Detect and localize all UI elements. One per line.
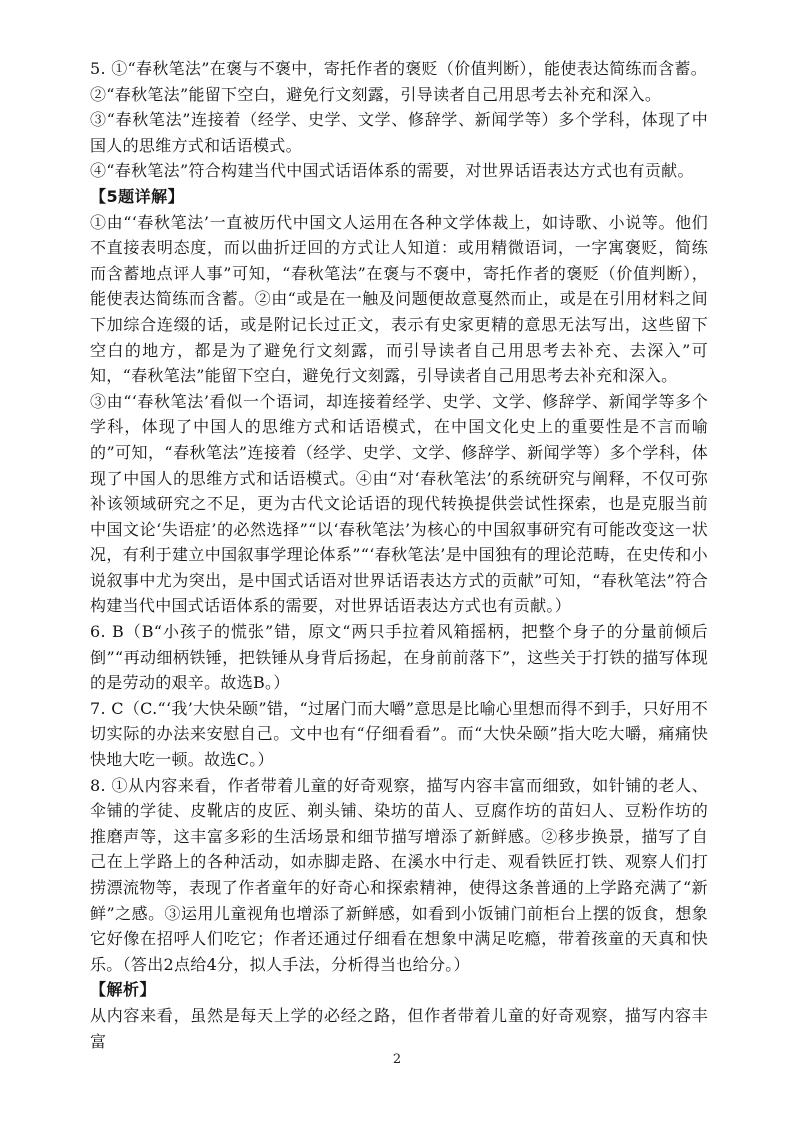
- answer-paragraph: 7. C（C.“‘我’大快朵颐”错，“过屠门而大嚼”意思是比喻心里想而得不到手，只好用不切实际的办法来安慰自己。文中也有“仔细看看”。而“大快朵颐”指大吃大嚼，痛痛快快地大吃一顿。故选C。）: [90, 698, 708, 770]
- answer-paragraph: ②“春秋笔法”能留下空白，避免行文刻露，引导读者自己用思考去补充和深入。: [90, 84, 662, 104]
- answer-paragraph: 从内容来看，虽然是每天上学的必经之路，但作者带着儿童的好奇观察，描写内容丰富: [90, 1005, 708, 1051]
- answer-paragraph: ①由“‘春秋笔法’一直被历代中国文人运用在各种文学体裁上，如诗歌、小说等。他们不直接表明态度，而以曲折迂回的方式让人知道：或用精微语词，一字寓褒贬，简练而含蓄地点评人事”可知，“春秋笔法”在褒与不褒中，寄托作者的褒贬（价值判断），能使表达简练而含蓄。②由“或是在一触及问题便故意戛然而止，或是在引用材料之间下加综合连缀的话，或是附记长过正文，表示有史家更精的意思无法写出，这些留下空白的地方，都是为了避免行文刻露，而引导读者自己用思考去补充、去深入”可知，“春秋笔法”能留下空白，避免行文刻露，引导读者自己用思考去补充和深入。: [90, 212, 708, 386]
- answer-paragraph: ③“春秋笔法”连接着（经学、史学、文学、修辞学、新闻学等）多个学科，体现了中国人的思维方式和话语模式。: [90, 110, 708, 155]
- answer-paragraph: 6. B（B“小孩子的慌张”错，原文“两只手拉着风箱摇柄，把整个身子的分量前倾后倒”“再动细柄铁锤，把铁锤从身背后扬起，在身前前落下”，这些关于打铁的描写体现的是劳动的艰辛。故选B。）: [90, 622, 708, 693]
- section-heading: 【5题详解】: [90, 186, 185, 206]
- answer-text-body: [90, 56, 708, 1054]
- answer-paragraph: 8. ①从内容来看，作者带着儿童的好奇观察，描写内容丰富而细致，如针铺的老人、伞铺的学徒、皮靴店的皮匠、剃头铺、染坊的苗人、豆腐作坊的苗妇人、豆粉作坊的推磨声等，这丰富多彩的生活场景和细节描写增添了新鲜感。②移步换景，描写了自己在上学路上的各种活动，如赤脚走路、在溪水中行走、观看铁匠打铁、观察人们打捞漂流物等，表现了作者童年的好奇心和探索精神，使得这条普通的上学路充满了“新鲜”之感。③运用儿童视角也增添了新鲜感，如看到小饭铺门前柜台上摆的饭食，想象它好像在招呼人们吃它；作者还通过仔细看在想象中满足吃瘾，带着孩童的天真和快乐。（答出2点给4分，拟人手法，分析得当也给分。）: [90, 775, 708, 974]
- answer-paragraph: 5. ①“春秋笔法”在褒与不褒中，寄托作者的褒贬（价值判断），能使表达简练而含蓄。: [90, 59, 708, 78]
- answer-paragraph: ③由“‘春秋笔法’看似一个语词，却连接着经学、史学、文学、修辞学、新闻学等多个学科，体现了中国人的思维方式和话语模式，在中国文化史上的重要性是不言而喻的”可知，“春秋笔法”连接着（经学、史学、文学、修辞学、新闻学等）多个学科，体现了中国人的思维方式和话语模式。④由“对‘春秋笔法’的系统研究与阐释，不仅可弥补该领域研究之不足，更为古代文论话语的现代转换提供尝试性探索，也是克服当前中国文论‘失语症’的必然选择”“以‘春秋笔法’为核心的中国叙事研究有可能改变这一状况，有利于建立中国叙事学理论体系”“‘春秋笔法’是中国独有的理论范畴，在史传和小说叙事中尤为突出，是中国式话语对世界话语表达方式的贡献”可知，“春秋笔法”符合构建当代中国式话语体系的需要，对世界话语表达方式也有贡献。）: [90, 391, 708, 616]
- answer-paragraph: ④“春秋笔法”符合构建当代中国式话语体系的需要，对世界话语表达方式也有贡献。: [90, 161, 694, 181]
- page-number: 2: [392, 1052, 402, 1067]
- section-heading: 【解析】: [90, 980, 157, 1000]
